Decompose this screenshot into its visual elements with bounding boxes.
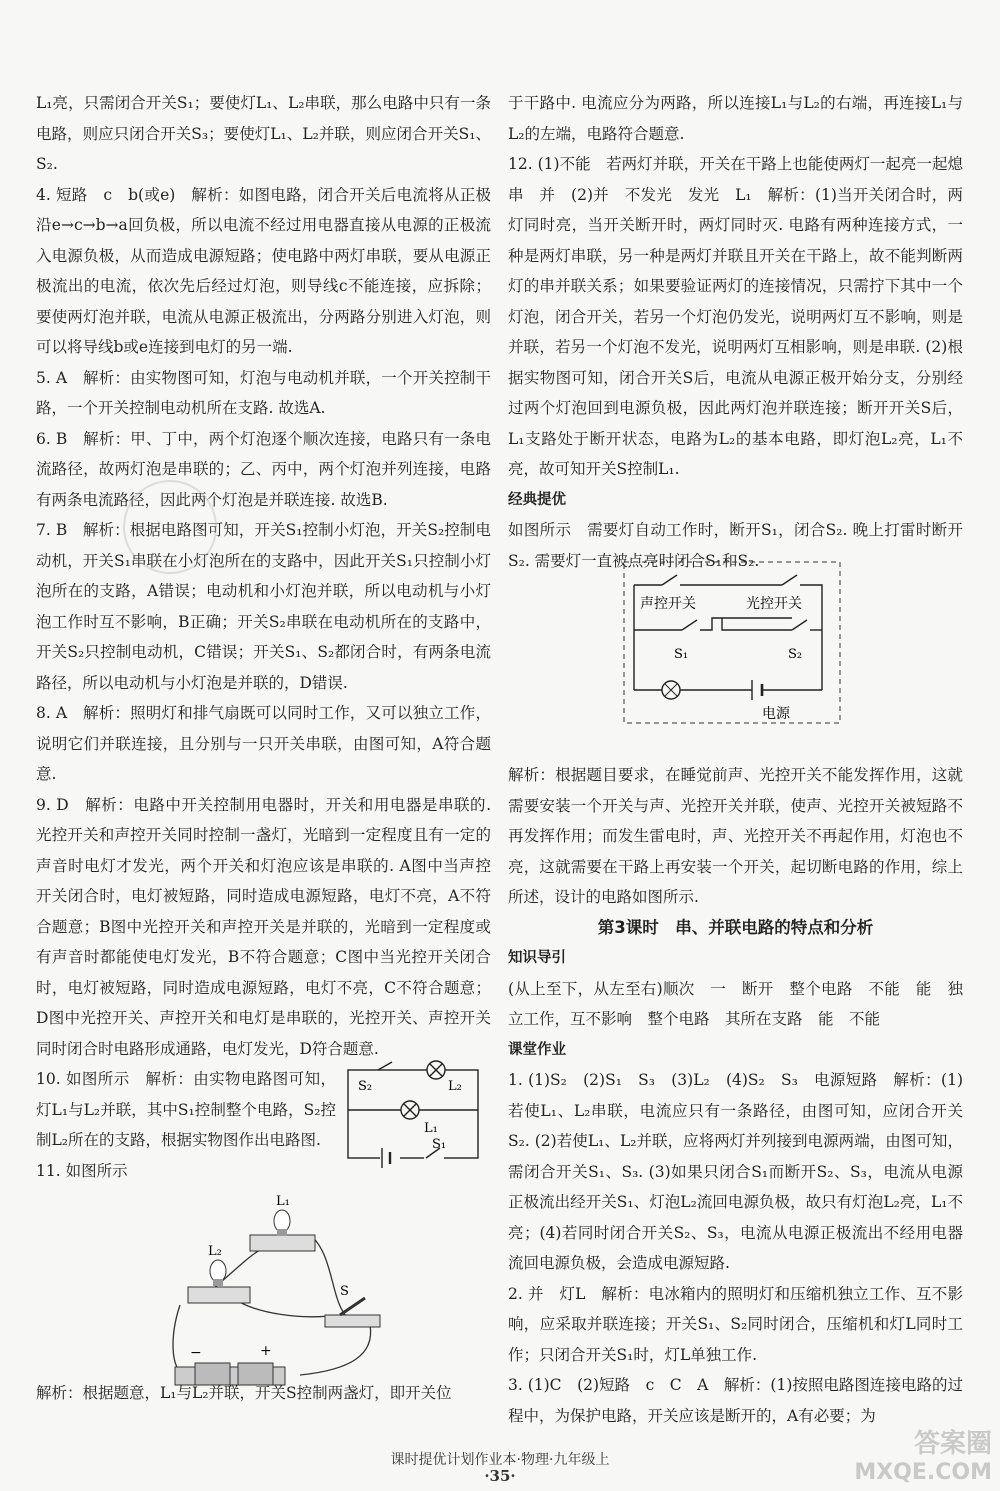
label-light-switch: 光控开关 bbox=[746, 596, 802, 612]
q11-label-s: S bbox=[340, 1284, 349, 1299]
switch-lever-icon bbox=[340, 1298, 365, 1315]
q10-circuit-diagram bbox=[340, 1060, 485, 1175]
answer-11-explanation: 解析：根据题意，L₁与L₂并联，开关S控制两盏灯，即开关位 bbox=[36, 1384, 452, 1402]
q11-wiring-illustration bbox=[160, 1195, 390, 1390]
q11-label-l2: L₂ bbox=[208, 1244, 222, 1259]
ktzy-answer-2: 2. 并 灯L 解析：电冰箱内的照明灯和压缩机独立工作、互不影响，应采取并联连接；开关S₁、S₂同时闭合，压缩机和灯L同时工作；只闭合开关S₁时，灯L单独工作. bbox=[508, 1284, 963, 1364]
label-sound-switch: 声控开关 bbox=[640, 596, 696, 612]
q11-label-minus: − bbox=[190, 1345, 202, 1361]
section-jdty-title: 经典提优 bbox=[508, 491, 566, 508]
label-s2: S₂ bbox=[788, 647, 803, 662]
q10-label-s2: S₂ bbox=[358, 1079, 373, 1094]
jdty-circuit-diagram bbox=[622, 560, 842, 725]
answer-8: 8. A 解析：照明灯和排气扇既可以同时工作，又可以独立工作，说明它们并联连接，且分别与一只开关串联，由图可知，A符合题意. bbox=[36, 704, 491, 783]
answer-5: 5. A 解析：由实物图可知，灯泡与电动机并联，一个开关控制干路，一个开关控制电动机所在支路. 故选A. bbox=[36, 368, 491, 417]
answer-7: 7. B 解析：根据电路图可知，开关S₁控制小灯泡，开关S₂控制电动机，开关S₁串联在小灯泡所在的支路中，因此开关S₁只控制小灯泡所在的支路，A错误；电动机和小灯泡并联，所以电动机与小灯泡工作时互不影响，B正确；开关S₂串联在电动机所在的支路中，开关S₂只控制电动机，C错误；开关S₁、S₂都闭合时，有两条电流路径，所以电动机与小灯泡是并联的，D错误. bbox=[36, 521, 491, 692]
answer-11: 11. 如图所示 bbox=[36, 1161, 128, 1180]
q11-label-plus: + bbox=[260, 1343, 272, 1359]
answer-11-cont: 于干路中. 电流应分为两路，所以连接L₁与L₂的右端，再连接L₁与L₂的左端，电路符合题意. bbox=[508, 94, 963, 143]
stamp-watermark bbox=[123, 480, 217, 574]
page-number: ·35· bbox=[484, 1467, 516, 1485]
section-zsdy-title: 知识导引 bbox=[508, 950, 566, 966]
label-s1: S₁ bbox=[674, 647, 689, 662]
ktzy-answer-1: 1. (1)S₂ (2)S₁ S₃ (3)L₂ (4)S₂ S₃ 电源短路 解析：(1)若使L₁、L₂串联，电流应只有一条路径，由图可知，应闭合开关S₂. (2)若使L₁、L₂并联，应将两灯并列接到电源两端，由图可知，需闭合开关S₁、S₃. (3)如果只闭合S₁而断开S₂、S₃，电流从电源正极流出经开关S₁、灯泡L₂流回电源负极，故只有灯泡L₂亮，L₁不亮；(4)若同时闭合开关S₂、S₃，电流从电源正极流出不经用电器流回电源负极，会造成电源短路. bbox=[508, 1071, 963, 1272]
answer-12: 12. (1)不能 若两灯并联，开关在干路上也能使两灯一起亮一起熄 串 并 (2)并 不发光 发光 L₁ 解析：(1)当开关闭合时，两灯同时亮，当开关断开时，两灯同时灭. 电路有两种连接方式，一种是两灯串联，另一种是两灯并联且开关在干路上，故不能判断两灯的串并联关系；如果要验证两灯的连接情况，只需拧下其中一个灯泡，闭合开关，若另一个灯泡仍发光，说明两灯互不影响，则是并联，若另一个灯泡不发光，说明两灯互相影响，则是串联. (2)根据实物图可知，闭合开关S后，电流从电源正极开始分支，分别经过两个灯泡回到电源负极，因此两灯泡并联连接；断开开关S后，L₁支路处于断开状态，电路为L₂的基本电路，即灯泡L₂亮，L₁不亮，故可知开关S控制L₁. bbox=[508, 155, 979, 478]
answer-para-cont: L₁亮，只需闭合开关S₁；要使灯L₁、L₂串联，那么电路中只有一条电路，则应只闭合开关S₃；要使灯L₁、L₂并联，则应闭合开关S₁、S₂. bbox=[36, 94, 491, 173]
page-footer bbox=[0, 1449, 1000, 1485]
answer-6: 6. B 解析：甲、丁中，两个灯泡逐个顺次连接，电路只有一条电流路径，故两灯泡是串联的；乙、丙中，两个灯泡并列连接，电路有两条电流路径，因此两个灯泡是并联连接. 故选B. bbox=[36, 429, 491, 509]
bulb-l2-icon bbox=[210, 1260, 226, 1282]
footer-title: 课时提优计划作业本·物理·九年级上 bbox=[390, 1452, 610, 1468]
bulb-l1-icon bbox=[274, 1210, 290, 1232]
zsdy-text: (从上至下，从左至右)顺次 一 断开 整个电路 不能 能 独立工作，互不影响 整个电路 其所在支路 能 不能 bbox=[508, 979, 963, 1028]
corner-watermark: 答案圈 MXQE.COM bbox=[854, 1429, 992, 1485]
jdty-explanation: 解析：根据题目要求，在睡觉前声、光控开关不能发挥作用，这就需要安装一个开关与声、光控开关并联，使声、光控开关被短路不再发挥作用；而发生雷电时，声、光控开关不再起作用，灯泡也不亮，这就需要在干路上再安装一个开关，起切断电路的作用，综上所述，设计的电路如图所示. bbox=[508, 766, 963, 906]
section-ktzy-title: 课堂作业 bbox=[508, 1041, 566, 1058]
q10-label-l2: L₂ bbox=[448, 1079, 462, 1094]
q10-label-l1: L₁ bbox=[424, 1121, 438, 1136]
right-column bbox=[508, 88, 979, 1431]
lesson-title: 第3课时 串、并联电路的特点和分析 bbox=[597, 917, 874, 937]
answer-4: 4. 短路 c b(或e) 解析：如图电路，闭合开关后电流将从正极沿e→c→b→a回负极，所以电流不经过用电器直接从电源的正极流入电源负极，从而造成电源短路；使电路中两灯串联，要从电源正极流出的电流，依次先后经过灯泡，则导线c不能连接，应拆除；要使两灯泡并联，电流从电源正极流出，分两路分别进入灯泡，则可以将导线b或e连接到电灯的另一端. bbox=[36, 185, 491, 356]
answer-9: 9. D 解析：电路中开关控制用电器时，开关和用电器是串联的. 光控开关和声控开关同时控制一盏灯，光暗到一定程度且有一定的声音时电灯才发光，两个开关和灯泡应该是串联的. A图中当声控开关闭合时，电灯被短路，同时造成电源短路，电灯不亮，A不符合题意；B图中光控开关和声控开关是并联的，光暗到一定程度或有声音时都能使电灯发光，B不符合题意；C图中当光控开关闭合时，电灯被短路，同时造成电源短路，电灯不亮，C不符合题意；D图中光控开关、声控开关和电灯是串联的，光控开关、声控开关同时闭合时电路形成通路，电灯发光，D符合题意. bbox=[36, 795, 491, 1058]
q11-label-l1: L₁ bbox=[276, 1195, 290, 1209]
ktzy-answer-3: 3. (1)C (2)短路 c C A 解析：(1)按照电路图连接电路的过程中，为保护电路，开关应该是断开的，A有必要；为 bbox=[508, 1376, 963, 1425]
jdty-text: 如图所示 需要灯自动工作时，断开S₁，闭合S₂. 晚上打雷时断开S₂. 需要灯一直被点亮时闭合S₁和S₂. bbox=[508, 521, 963, 570]
answer-10: 10. 如图所示 解析：由实物电路图可知，灯L₁与L₂并联，其中S₁控制整个电路，S₂控制L₂所在的支路，根据实物图作出电路图. bbox=[36, 1070, 336, 1149]
q10-label-s1: S₁ bbox=[432, 1137, 447, 1152]
left-column bbox=[36, 88, 491, 1186]
label-power: 电源 bbox=[762, 706, 790, 722]
